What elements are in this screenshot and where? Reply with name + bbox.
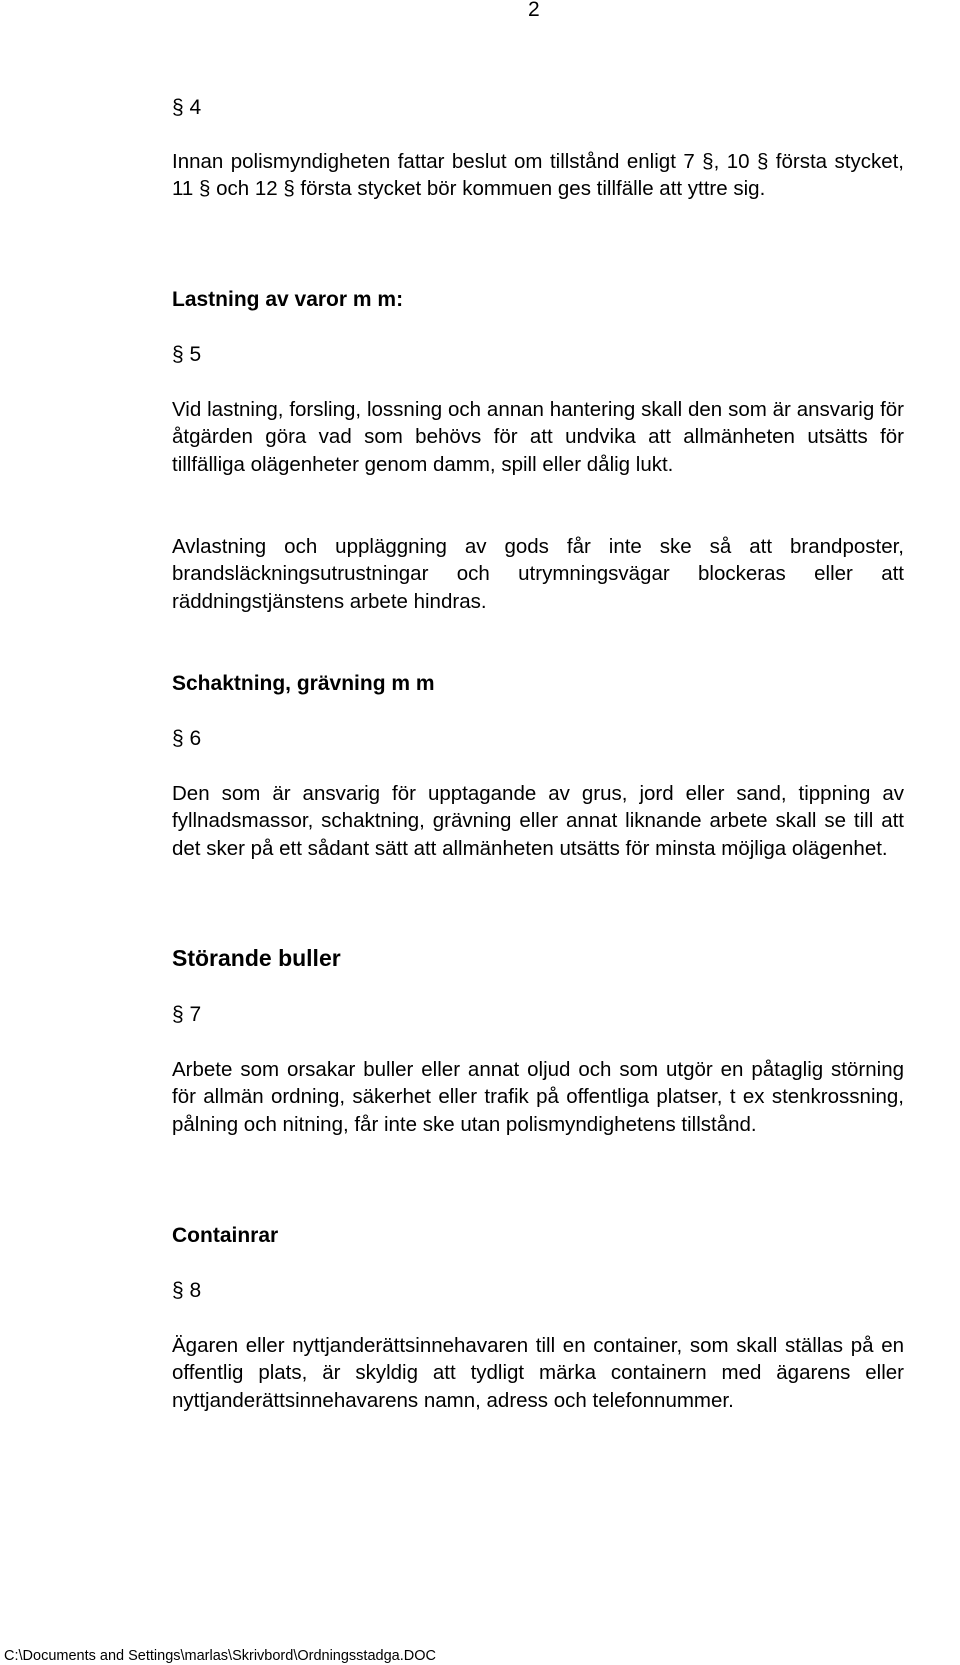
section-8-text — [172, 1332, 904, 1414]
section-5-text-2 — [172, 533, 904, 615]
body-paragraph: Vid lastning, forsling, lossning och annan hantering skall den som är ansvarig för åtgärden göra vad som behövs för att undvika att allmänheten utsätts för tillfälliga olägenheter genom damm, spill eller dålig lukt. — [172, 398, 904, 476]
section-8-heading — [172, 1222, 904, 1249]
section-5 — [172, 341, 904, 368]
section-heading: Lastning av varor m m: — [172, 288, 404, 311]
section-heading: Containrar — [172, 1224, 279, 1247]
section-7 — [172, 1001, 904, 1028]
paragraph-symbol: § 6 — [172, 727, 202, 750]
section-6-heading — [172, 670, 904, 697]
paragraph-symbol: § 8 — [172, 1279, 202, 1302]
body-paragraph: Innan polismyndigheten fattar beslut om tillstånd enligt 7 §, 10 § första stycket, 11 § och 12 § första stycket bör kommuen ges tillfälle att yttre sig. — [172, 150, 904, 201]
body-paragraph: Den som är ansvarig för upptagande av grus, jord eller sand, tippning av fyllnadsmassor, schaktning, grävning eller annat liknande arbete skall se till att det sker på ett sådant sätt att allmänheten utsätts för minsta möjliga olägenhet. — [172, 782, 904, 860]
paragraph-symbol: § 4 — [172, 96, 202, 119]
body-paragraph: Ägaren eller nyttjanderättsinnehavaren till en container, som skall ställas på en offentlig plats, är skyldig att tydligt märka containern med ägarens eller nyttjanderättsinnehavarens namn, adress och telefonnummer. — [172, 1334, 904, 1412]
footer-file-path: C:\Documents and Settings\marlas\Skrivbord\Ordningsstadga.DOC — [4, 1648, 436, 1664]
section-6-text — [172, 780, 904, 862]
body-paragraph: Arbete som orsakar buller eller annat oljud och som utgör en påtaglig störning för allmän ordning, säkerhet eller trafik på offentliga platser, t ex stenkrossning, pålning och nitning, får inte ske utan polismyndighetens tillstånd. — [172, 1058, 904, 1136]
paragraph-symbol: § 7 — [172, 1003, 202, 1026]
section-7-heading — [172, 945, 904, 972]
section-heading: Störande buller — [172, 945, 341, 971]
section-5-text-1 — [172, 396, 904, 478]
section-8 — [172, 1277, 904, 1304]
section-7-text — [172, 1056, 904, 1138]
body-paragraph: Avlastning och uppläggning av gods får inte ske så att brandposter, brandsläckningsutrustningar och utrymningsvägar blockeras eller att räddningstjänstens arbete hindras. — [172, 535, 904, 613]
section-5-heading — [172, 286, 904, 313]
paragraph-symbol: § 5 — [172, 343, 202, 366]
section-4-text — [172, 148, 904, 203]
section-heading: Schaktning, grävning m m — [172, 672, 435, 695]
page-number: 2 — [528, 0, 540, 21]
section-4 — [172, 94, 904, 121]
section-6 — [172, 725, 904, 752]
